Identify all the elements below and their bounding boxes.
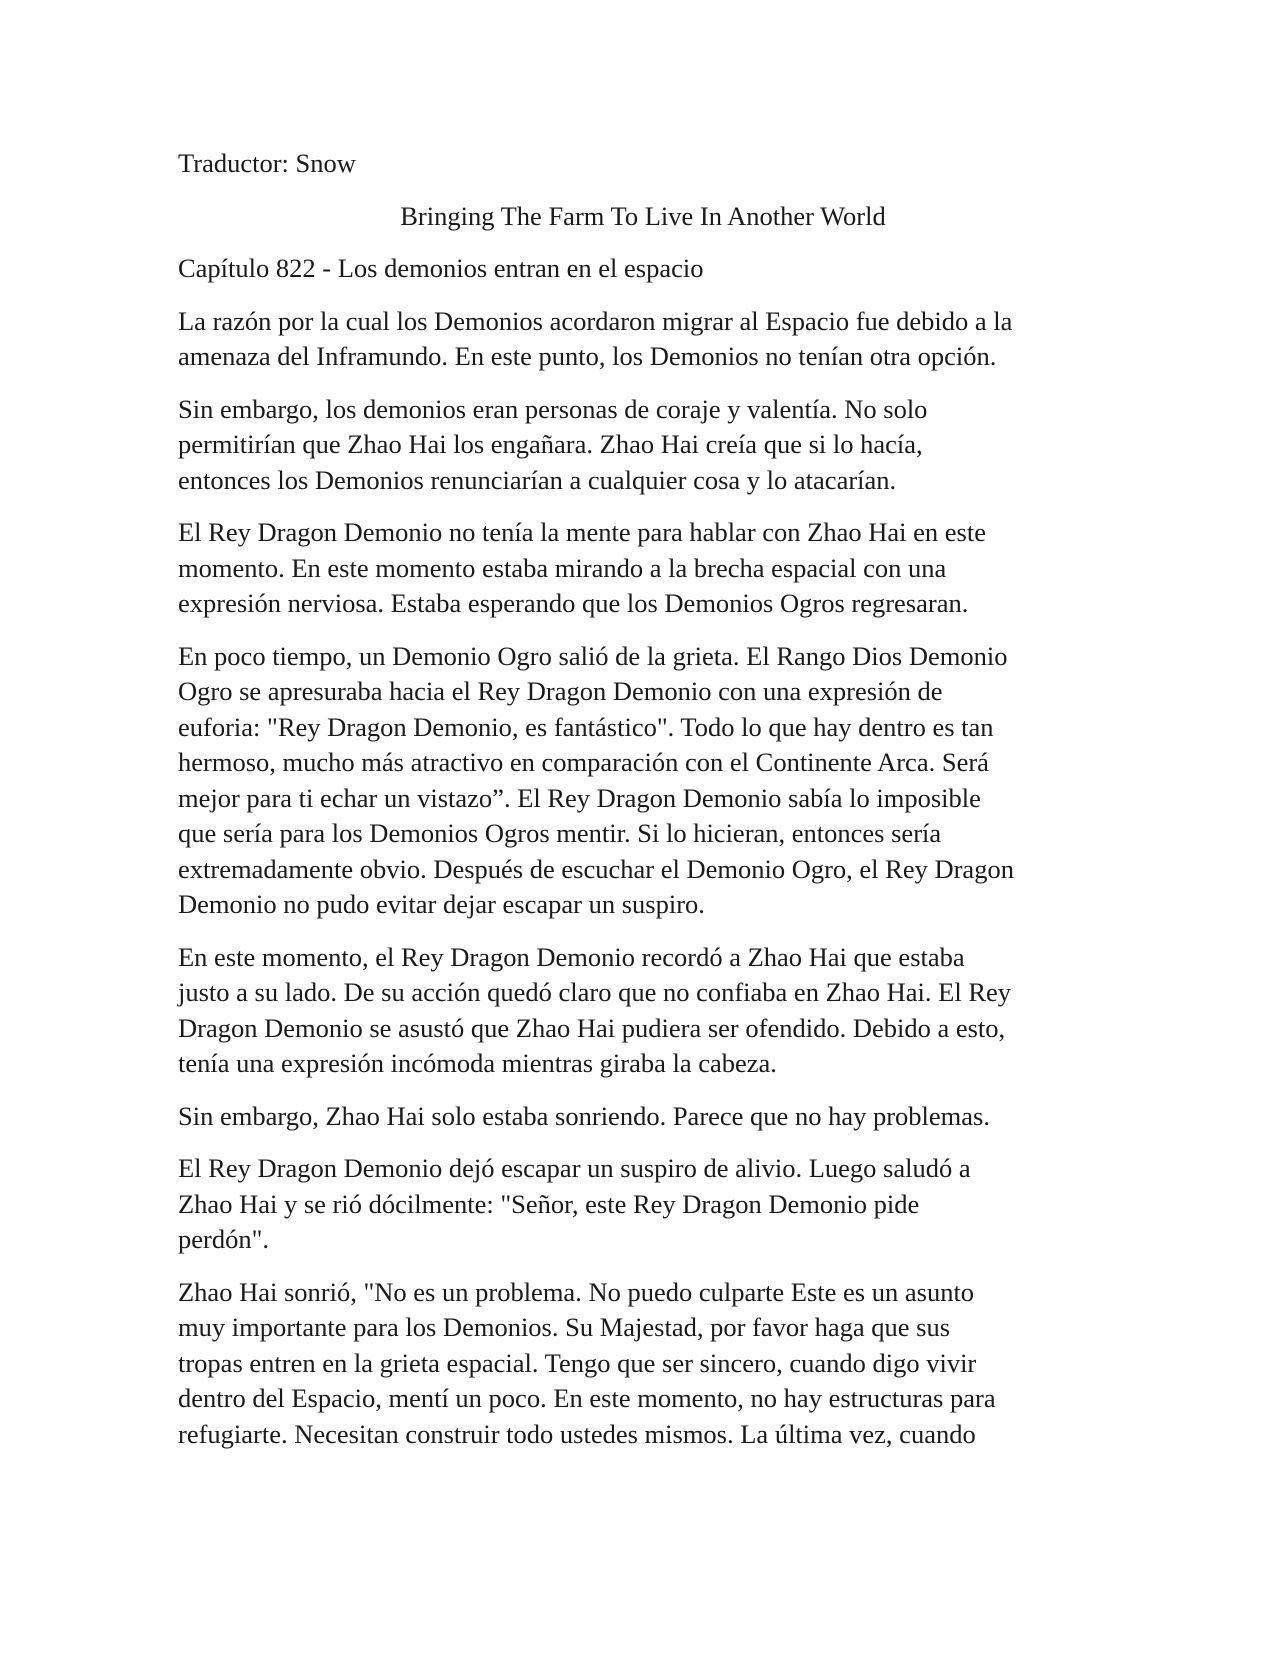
text-line: mejor para ti echar un vistazo”. El Rey Dragon Demonio sabía lo imposible [178,782,981,813]
text-line: Dragon Demonio se asustó que Zhao Hai pudiera ser ofendido. Debido a esto, [178,1012,1006,1043]
paragraph-5 [178,940,1108,1082]
text-line: justo a su lado. De su acción quedó claro que no confiaba en Zhao Hai. El Rey [178,977,1012,1007]
book-title: Bringing The Farm To Live In Another World [400,200,886,231]
text-line: entonces los Demonios renunciarían a cualquier cosa y lo atacarían. [178,464,897,495]
text-line: Zhao Hai y se rió dócilmente: "Señor, este Rey Dragon Demonio pide [178,1188,920,1219]
text-line: hermoso, mucho más atractivo en comparación con el Continente Arca. Será [178,747,989,777]
text-line: que sería para los Demonios Ogros mentir. Si lo hicieran, entonces sería [178,818,942,848]
text-line: Demonio no pudo evitar dejar escapar un suspiro. [178,889,705,919]
text-line: tropas entren en la grieta espacial. Tengo que ser sincero, cuando digo vivir [178,1347,977,1378]
text-line: Sin embargo, Zhao Hai solo estaba sonriendo. Parece que no hay problemas. [178,1100,990,1131]
text-line: tenía una expresión incómoda mientras giraba la cabeza. [178,1048,777,1078]
text-line: muy importante para los Demonios. Su Majestad, por favor haga que sus [178,1312,951,1342]
text-line: Zhao Hai sonrió, "No es un problema. No puedo culparte Este es un asunto [178,1276,975,1307]
paragraph-8 [178,1275,1108,1453]
text-line: La razón por la cual los Demonios acordaron migrar al Espacio fue debido a la [178,305,1013,336]
text-line: perdón". [178,1224,270,1254]
text-line: permitirían que Zhao Hai los engañara. Zhao Hai creía que si lo hacía, [178,429,923,459]
paragraph-2 [178,392,1108,499]
paragraph-4 [178,639,1108,923]
text-line: En poco tiempo, un Demonio Ogro salió de la grieta. El Rango Dios Demonio [178,640,1008,671]
text-line: dentro del Espacio, mentí un poco. En este momento, no hay estructuras para [178,1383,996,1413]
translator-credit: Traductor: Snow [178,148,356,178]
text-line: expresión nerviosa. Estaba esperando que los Demonios Ogros regresaran. [178,588,969,618]
paragraph-7 [178,1151,1108,1258]
paragraph-3 [178,515,1108,622]
text-line: Sin embargo, los demonios eran personas de coraje y valentía. No solo [178,393,928,424]
text-line: refugiarte. Necesitan construir todo ustedes mismos. La última vez, cuando [178,1418,976,1449]
paragraph-1 [178,304,1108,375]
text-line: euforia: "Rey Dragon Demonio, es fantástico". Todo lo que hay dentro es tan [178,711,994,742]
text-line: extremadamente obvio. Después de escuchar el Demonio Ogro, el Rey Dragon [178,853,1014,884]
text-line: En este momento, el Rey Dragon Demonio recordó a Zhao Hai que estaba [178,941,965,972]
text-line: momento. En este momento estaba mirando a la brecha espacial con una [178,552,947,583]
text-line: Ogro se apresuraba hacia el Rey Dragon Demonio con una expresión de [178,676,943,706]
paragraph-6 [178,1099,1108,1135]
chapter-title: Capítulo 822 - Los demonios entran en el espacio [178,253,704,283]
text-line: El Rey Dragon Demonio dejó escapar un suspiro de alivio. Luego saludó a [178,1153,971,1183]
document-body [178,146,1108,1469]
text-line: amenaza del Inframundo. En este punto, los Demonios no tenían otra opción. [178,341,997,371]
text-line: El Rey Dragon Demonio no tenía la mente para hablar con Zhao Hai en este [178,517,986,547]
